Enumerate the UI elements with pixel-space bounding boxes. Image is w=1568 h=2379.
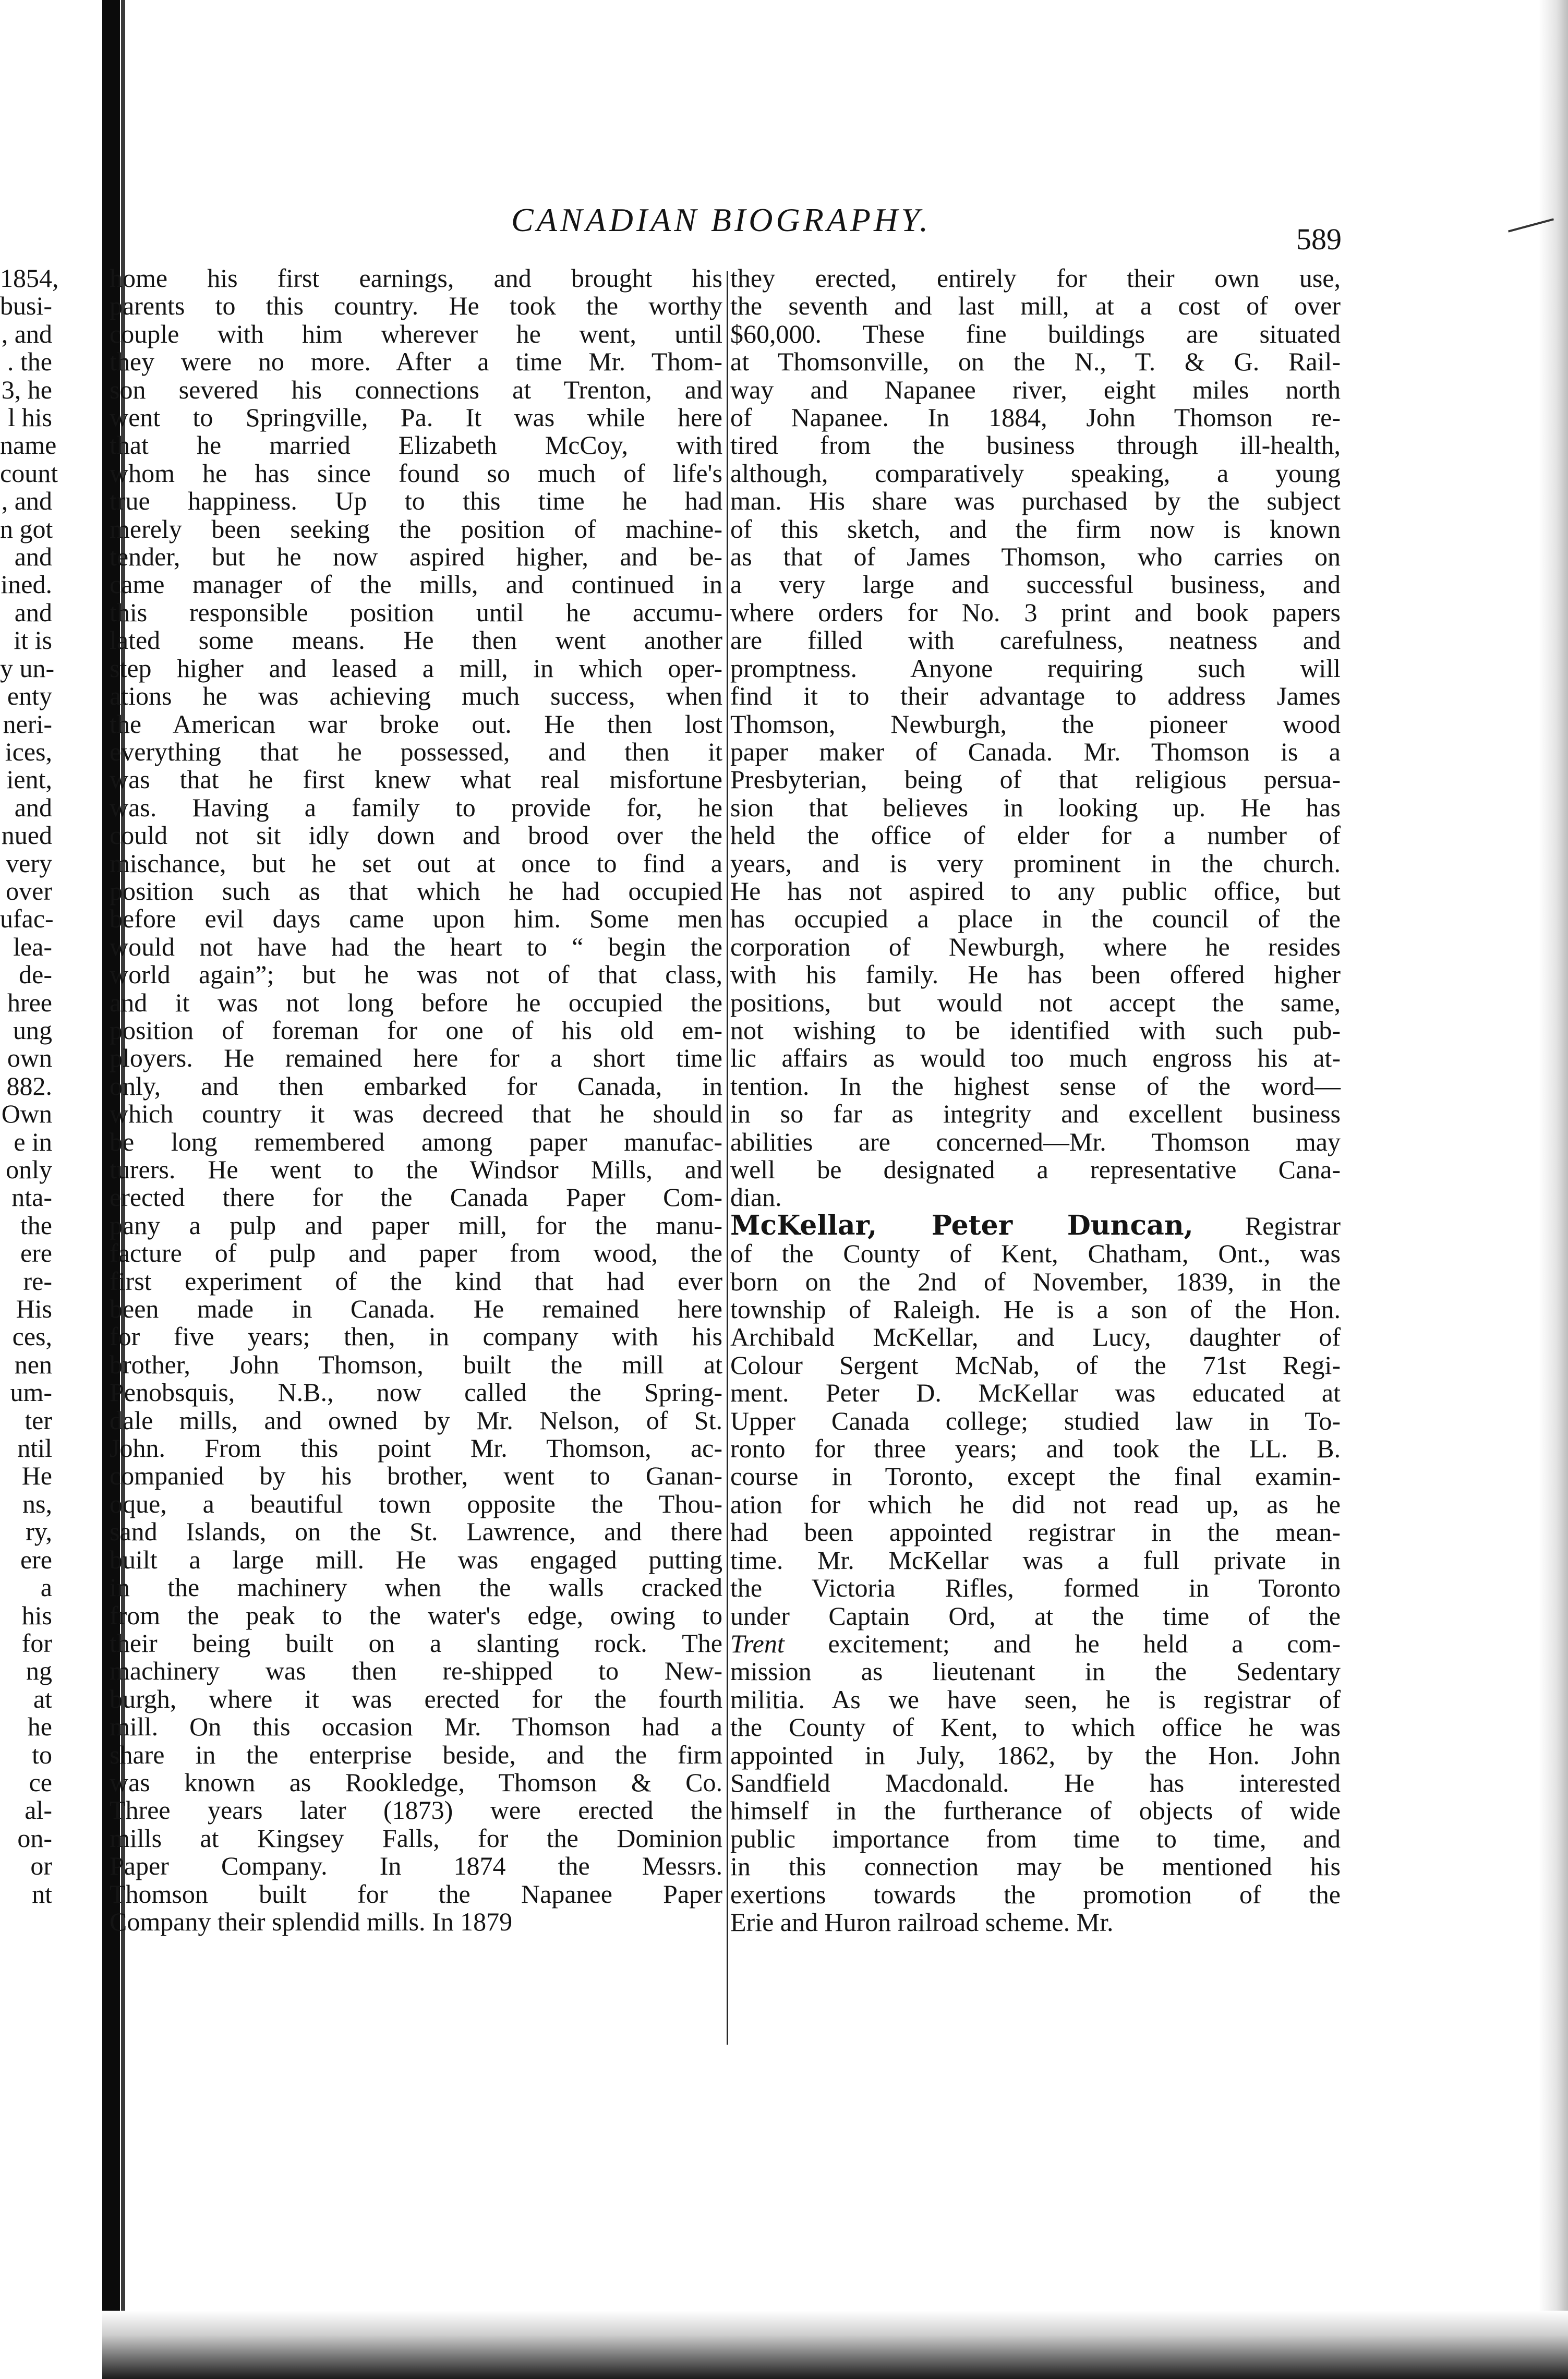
margin-fragment: he — [27, 1712, 52, 1742]
text-line: appointed in July, 1862, by the Hon. John — [730, 1740, 1341, 1770]
text-line: dian. — [730, 1182, 782, 1212]
margin-fragment: for — [21, 1628, 52, 1658]
text-line: before evil days came upon him. Some men — [110, 904, 722, 934]
text-line: Presbyterian, being of that religious persua- — [730, 765, 1341, 794]
text-line: well be designated a representative Cana- — [730, 1155, 1341, 1184]
margin-fragment: to — [32, 1740, 52, 1769]
text-line: couple with him wherever he went, until — [110, 319, 722, 348]
margin-fragment: ere — [20, 1544, 52, 1574]
text-line: would not have had the heart to “ begin the — [110, 932, 722, 961]
margin-fragment: or — [30, 1851, 52, 1881]
page-bottom-edge — [102, 2311, 1568, 2379]
margin-fragment: ns, — [22, 1489, 52, 1518]
entry-first-line — [730, 1209, 1341, 1241]
text-line: lic affairs as would too much engross his at- — [730, 1043, 1341, 1073]
margin-fragment: nued — [1, 820, 52, 850]
margin-fragment: and — [14, 792, 52, 822]
text-line: mills at Kingsey Falls, for the Dominion — [110, 1823, 722, 1853]
margin-fragment: only — [6, 1155, 52, 1184]
text-line: public importance from time to time, and — [730, 1824, 1341, 1853]
text-line: and it was not long before he occupied the — [110, 987, 722, 1017]
text-line: has occupied a place in the council of the — [730, 904, 1341, 934]
margin-fragment: ces, — [12, 1322, 52, 1351]
text-line: the American war broke out. He then lost — [110, 709, 722, 739]
margin-fragment: He — [21, 1461, 52, 1491]
text-line: course in Toronto, except the final examin- — [730, 1462, 1341, 1491]
running-title: CANADIAN BIOGRAPHY. — [511, 201, 931, 238]
text-line: lated some means. He then went another — [110, 625, 722, 655]
margin-fragment: ter — [25, 1405, 52, 1435]
text-line: paper maker of Canada. Mr. Thomson is a — [730, 736, 1341, 766]
margin-fragment: re- — [23, 1266, 52, 1296]
text-line: was. Having a family to provide for, he — [110, 792, 722, 822]
text-line: built a large mill. He was engaged putting — [110, 1544, 722, 1574]
entry-first-line-rest: Registrar — [1193, 1211, 1341, 1240]
margin-fragment: at — [33, 1684, 52, 1713]
margin-fragment: count — [0, 458, 58, 488]
text-line: Colour Sergent McNab, of the 71st Regi- — [730, 1350, 1341, 1380]
text-line: man. His share was purchased by the subject — [730, 486, 1341, 516]
text-line: abilities are concerned—Mr. Thomson may — [730, 1127, 1341, 1156]
text-line: true happiness. Up to this time he had — [110, 486, 722, 516]
text-line: oque, a beautiful town opposite the Thou- — [110, 1489, 722, 1518]
right-column — [730, 264, 1341, 1936]
text-line: everything that he possessed, and then it — [110, 736, 722, 766]
text-line: promptness. Anyone requiring such will — [730, 653, 1341, 683]
text-line: Penobsquis, N.B., now called the Spring- — [110, 1378, 722, 1407]
margin-fragment: neri- — [3, 709, 52, 739]
text-line: years, and is very prominent in the church. — [730, 848, 1341, 878]
margin-fragment: nt — [32, 1879, 52, 1909]
page-number: 589 — [1296, 222, 1342, 256]
text-line: exertions towards the promotion of the — [730, 1879, 1341, 1909]
text-line: way and Napanee river, eight miles north — [730, 375, 1341, 404]
margin-fragment: um- — [10, 1378, 52, 1407]
margin-fragment: busi- — [0, 291, 52, 321]
text-line: sion that believes in looking up. He has — [730, 792, 1341, 822]
margin-fragment: His — [16, 1294, 52, 1324]
margin-fragment: n got — [0, 514, 53, 544]
text-line: whom he has since found so much of life's — [110, 458, 722, 488]
text-line: was known as Rookledge, Thomson & Co. — [110, 1767, 722, 1797]
text-line: position of foreman for one of his old em- — [110, 1015, 722, 1045]
text-line: this responsible position until he accumu- — [110, 597, 722, 627]
text-line: in the machinery when the walls cracked — [110, 1573, 722, 1602]
margin-fragment: ng — [26, 1656, 52, 1686]
text-line: they were no more. After a time Mr. Thom- — [110, 347, 722, 377]
text-line: world again”; but he was not of that class, — [110, 960, 722, 989]
margin-fragment: own — [7, 1043, 52, 1073]
margin-fragment: his — [21, 1600, 52, 1630]
text-line: of the County of Kent, Chatham, Ont., was — [730, 1239, 1341, 1269]
margin-fragment: ce — [29, 1767, 52, 1797]
margin-fragment: 1854, — [0, 263, 59, 293]
margin-fragment: it is — [14, 625, 52, 655]
text-line: ations he was achieving much success, when — [110, 681, 722, 711]
margin-fragment: over — [6, 876, 52, 905]
margin-fragment: and — [14, 542, 52, 572]
text-line: Paper Company. In 1874 the Messrs. — [110, 1851, 722, 1881]
text-line: Upper Canada college; studied law in To- — [730, 1406, 1341, 1435]
text-line: dale mills, and owned by Mr. Nelson, of St. — [110, 1405, 722, 1435]
text-line: held the office of elder for a number of — [730, 820, 1341, 850]
text-line: militia. As we have seen, he is registrar of — [730, 1684, 1341, 1714]
margin-fragment: l his — [8, 403, 52, 432]
text-line: that he married Elizabeth McCoy, with — [110, 430, 722, 460]
margin-fragment: ung — [13, 1015, 52, 1045]
entry-name: McKellar, Peter Duncan, — [730, 1209, 1193, 1241]
text-line: turers. He went to the Windsor Mills, and — [110, 1155, 722, 1184]
text-line: mission as lieutenant in the Sedentary — [730, 1657, 1341, 1686]
text-line: ation for which he did not read up, as he — [730, 1489, 1341, 1519]
text-line: of Napanee. In 1884, John Thomson re- — [730, 403, 1341, 432]
right-column-continuation — [730, 264, 1341, 1212]
entry-text — [730, 1240, 1341, 1936]
margin-fragment: Own — [1, 1099, 52, 1129]
text-line: corporation of Newburgh, where he resides — [730, 932, 1341, 961]
text-line: Erie and Huron railroad scheme. Mr. — [730, 1907, 1114, 1937]
column-rule — [727, 271, 728, 2045]
text-line: pany a pulp and paper mill, for the manu- — [110, 1210, 722, 1240]
text-line: a very large and successful business, and — [730, 570, 1341, 599]
text-line: Thomson, Newburgh, the pioneer wood — [730, 709, 1341, 739]
margin-fragment: the — [20, 1210, 52, 1240]
text-line: ronto for three years; and took the LL. B. — [730, 1434, 1341, 1464]
text-line: the seventh and last mill, at a cost of over — [730, 291, 1341, 321]
text-line: from the peak to the water's edge, owing to — [110, 1600, 722, 1630]
text-line: where orders for No. 3 print and book papers — [730, 597, 1341, 627]
margin-fragment: hree — [7, 987, 52, 1017]
text-line: home his first earnings, and brought his — [110, 263, 722, 293]
text-line: first experiment of the kind that had ever — [110, 1266, 722, 1296]
text-line: companied by his brother, went to Ganan- — [110, 1461, 722, 1491]
text-line: facture of pulp and paper from wood, the — [110, 1238, 722, 1268]
margin-fragment: a — [40, 1573, 52, 1602]
text-line: Archibald McKellar, and Lucy, daughter of — [730, 1322, 1341, 1352]
text-line: although, comparatively speaking, a young — [730, 458, 1341, 488]
text-line: He has not aspired to any public office, but — [730, 876, 1341, 905]
margin-fragment: 882. — [6, 1071, 52, 1101]
text-line: not wishing to be identified with such pub- — [730, 1015, 1341, 1045]
margin-fragment: de- — [19, 960, 52, 989]
text-line: Thomson built for the Napanee Paper — [110, 1879, 722, 1909]
text-line: of this sketch, and the firm now is known — [730, 514, 1341, 544]
margin-fragment: on- — [17, 1823, 52, 1853]
margin-fragment: ry, — [26, 1517, 52, 1547]
text-line: parents to this country. He took the worthy — [110, 291, 722, 321]
text-line: $60,000. These fine buildings are situated — [730, 319, 1341, 348]
text-line: the County of Kent, to which office he was — [730, 1712, 1341, 1742]
text-line: sand Islands, on the St. Lawrence, and there — [110, 1517, 722, 1547]
text-line: township of Raleigh. He is a son of the Hon. — [730, 1295, 1341, 1324]
text-line: could not sit idly down and brood over the — [110, 820, 722, 850]
margin-fragment: . the — [7, 347, 52, 377]
margin-fragment: ined. — [1, 570, 52, 599]
text-line: ployers. He remained here for a short time — [110, 1043, 722, 1073]
text-line: with his family. He has been offered higher — [730, 960, 1341, 989]
margin-fragment: 3, he — [1, 375, 52, 404]
text-line: share in the enterprise beside, and the firm — [110, 1740, 722, 1769]
previous-page-margin-fragments — [0, 263, 59, 1909]
text-line: had been appointed registrar in the mean- — [730, 1517, 1341, 1547]
text-line: Three years later (1873) were erected the — [110, 1795, 722, 1825]
text-line: step higher and leased a mill, in which oper- — [110, 653, 722, 683]
text-line: burgh, where it was erected for the fourth — [110, 1684, 722, 1713]
text-line: came manager of the mills, and continued in — [110, 570, 722, 599]
text-line: went to Springville, Pa. It was while here — [110, 403, 722, 432]
text-line: brother, John Thomson, built the mill at — [110, 1349, 722, 1379]
text-line: time. Mr. McKellar was a full private in — [730, 1545, 1341, 1575]
text-line: himself in the furtherance of objects of wide — [730, 1796, 1341, 1826]
text-line: tention. In the highest sense of the word— — [730, 1071, 1341, 1101]
text-line: tired from the business through ill-health, — [730, 430, 1341, 460]
text-line: be long remembered among paper manufac- — [110, 1127, 722, 1156]
margin-fragment: ient, — [6, 765, 52, 794]
margin-fragment: nen — [14, 1349, 52, 1379]
text-line: only, and then embarked for Canada, in — [110, 1071, 722, 1101]
margin-fragment: and — [14, 597, 52, 627]
text-line: at Thomsonville, on the N., T. & G. Rail- — [730, 347, 1341, 377]
margin-fragment: lea- — [13, 932, 52, 961]
margin-fragment: ices, — [5, 736, 52, 766]
margin-fragment: y un- — [0, 653, 55, 683]
text-line: the Victoria Rifles, formed in Toronto — [730, 1573, 1341, 1603]
margin-fragment: e in — [14, 1127, 52, 1156]
text-line: for five years; then, in company with his — [110, 1322, 722, 1351]
text-line: Company their splendid mills. In 1879 — [110, 1906, 513, 1936]
text-line: born on the 2nd of November, 1839, in the — [730, 1266, 1341, 1296]
text-line: tender, but he now aspired higher, and be- — [110, 542, 722, 572]
text-line: find it to their advantage to address James — [730, 681, 1341, 711]
text-line: son severed his connections at Trenton, and — [110, 375, 722, 404]
margin-fragment: ufac- — [0, 904, 54, 934]
margin-fragment: very — [6, 848, 52, 878]
text-line: Sandfield Macdonald. He has interested — [730, 1768, 1341, 1797]
text-line: their being built on a slanting rock. The — [110, 1628, 722, 1658]
text-line: in this connection may be mentioned his — [730, 1852, 1341, 1881]
text-line: as that of James Thomson, who carries on — [730, 542, 1341, 572]
text-line: mischance, but he set out at once to find a — [110, 848, 722, 878]
text-line: been made in Canada. He remained here — [110, 1294, 722, 1324]
text-line: in so far as integrity and excellent business — [730, 1099, 1341, 1129]
text-line: erected there for the Canada Paper Com- — [110, 1182, 722, 1212]
margin-fragment: ere — [20, 1238, 52, 1268]
text-line: under Captain Ord, at the time of the — [730, 1601, 1341, 1631]
margin-fragment: name — [0, 430, 57, 460]
text-line: John. From this point Mr. Thomson, ac- — [110, 1433, 722, 1463]
text-line: which country it was decreed that he should — [110, 1099, 722, 1129]
margin-fragment: , and — [1, 319, 52, 348]
text-line: are filled with carefulness, neatness and — [730, 625, 1341, 655]
margin-fragment: enty — [7, 681, 52, 711]
text-line: was that he first knew what real misfortune — [110, 765, 722, 794]
text-line: positions, but would not accept the same, — [730, 987, 1341, 1017]
text-line: Trent excitement; and he held a com- — [730, 1628, 1341, 1658]
text-line: they erected, entirely for their own use, — [730, 263, 1341, 293]
text-line: merely been seeking the position of machine- — [110, 514, 722, 544]
text-line: ment. Peter D. McKellar was educated at — [730, 1378, 1341, 1408]
margin-fragment: al- — [25, 1795, 52, 1825]
page-right-edge — [1539, 0, 1568, 2379]
margin-fragment: nta- — [11, 1182, 52, 1212]
left-column — [110, 264, 722, 1936]
margin-fragment: , and — [1, 486, 52, 516]
margin-fragment: ntil — [17, 1433, 52, 1463]
biography-entry — [730, 1209, 1341, 1937]
text-line: position such as that which he had occupied — [110, 876, 722, 905]
text-line: machinery was then re-shipped to New- — [110, 1656, 722, 1686]
text-line: mill. On this occasion Mr. Thomson had a — [110, 1712, 722, 1742]
